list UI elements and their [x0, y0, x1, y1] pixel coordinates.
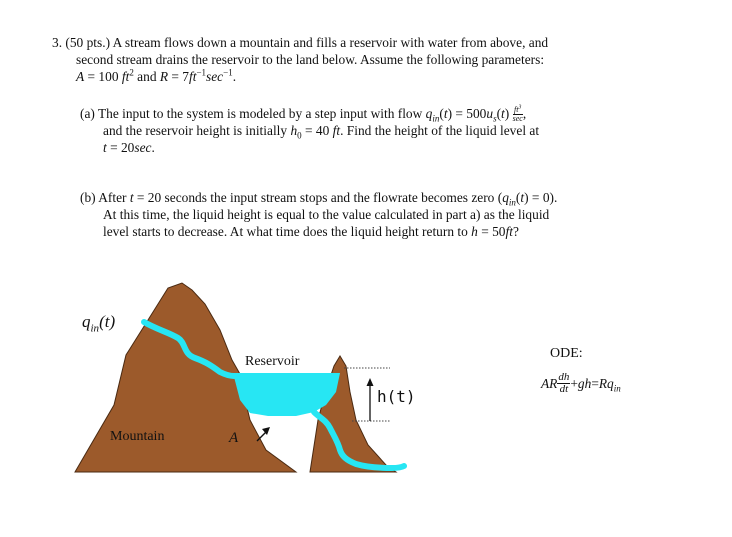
area-label: A [229, 430, 239, 446]
part-b-line-1: (b) After t = 20 seconds the input stream stops and the flowrate becomes zero $(q_{in}(t) = 0)$. [80, 190, 558, 208]
part-b-line-3: level starts to decrease. At what time does the liquid height return to h = 50ft? [103, 224, 519, 239]
ode-equation: AR $\frac{dh}{dt}$ $+gh=Rq_{in}$ [541, 371, 621, 395]
intro-line-1: 3. (50 pts.) A stream flows down a mountain and fills a reservoir with water from above, and [52, 35, 549, 50]
problem-number: 3. [52, 35, 63, 50]
ode-title: ODE: [550, 346, 583, 361]
part-b-line-2: At this time, the liquid height is equal to the value calculated in part a) as the liquid [103, 207, 550, 222]
mountain-label: Mountain [110, 429, 165, 444]
part-a-line-2: and the reservoir height is initially $h_0 = 40$ ft. Find the height of the liquid level at [103, 123, 540, 141]
part-a-line-3: t = 20sec. [103, 140, 155, 155]
part-a-line-1: (a) The input to the system is modeled by a step input with flow $q_{in}(t) = 500u_s(t)$ $ft^3$ sec , [80, 104, 527, 124]
reservoir-label: Reservoir [245, 354, 300, 369]
problem-points: (50 pts.) [65, 35, 111, 50]
qin-label: $q_{in}(t)$ [82, 312, 116, 335]
intro-line-2: second stream drains the reservoir to the land below. Assume the following parameters: [76, 52, 545, 67]
intro-line-3: A = 100 $ft^2$ and $R = 7ft^{-1}\sec^{-1}$. [76, 67, 237, 84]
height-label: h(t) [377, 387, 416, 406]
